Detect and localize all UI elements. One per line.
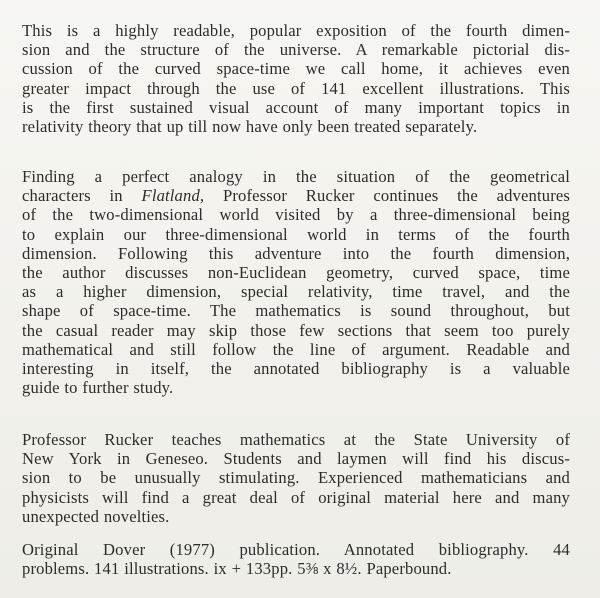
flatland-paragraph [22,167,570,397]
text-line: sion to be unusually stimulating. Experienced mathematicians and [22,468,570,488]
text-line: unexpected novelties. [22,506,170,526]
text-line: problems. 141 illustrations. ix + 133pp. 5⅜ x 8½. Paperbound. [22,559,452,579]
text-line: physicists will find a great deal of original material here and many [22,487,570,507]
text-line: sion and the structure of the universe. A remarkable pictorial dis- [22,40,570,60]
text-line: cussion of the curved space-time we call home, it achieves even [22,59,570,79]
text-line: the casual reader may skip those few sections that seem too purely [22,320,570,340]
author-paragraph [22,430,570,526]
text-line: New York in Geneseo. Students and laymen will find his discus- [22,449,570,469]
text-line: Finding a perfect analogy in the situation of the geometrical [22,167,570,186]
text-line: guide to further study. [22,378,174,398]
description-paragraph [22,21,570,136]
text-line: Original Dover (1977) publication. Annotated bibliography. 44 [22,540,570,559]
text-line: of the two-dimensional world visited by a three-dimensional being [22,205,570,225]
text-line-with-title [22,186,570,205]
publication-info-paragraph [22,540,570,578]
text-line: the author discusses non-Euclidean geometry, curved space, time [22,262,570,282]
book-title-flatland: Flatland, [141,186,205,206]
text-line: interesting in itself, the annotated bibliography is a valuable [22,358,570,378]
text-line: shape of space-time. The mathematics is sound throughout, but [22,301,570,321]
text-line: relativity theory that up till now have only been treated separately. [22,116,478,136]
text-line: Professor Rucker teaches mathematics at the State University of [22,430,570,449]
text-line: greater impact through the use of 141 excellent illustrations. This [22,78,570,98]
text-segment: Professor Rucker continues the adventures [204,186,571,206]
text-line: dimension. Following this adventure into the fourth dimension, [22,243,570,263]
text-line: is the first sustained visual account of many important topics in [22,97,570,117]
text-line: This is a highly readable, popular exposition of the fourth dimen- [22,21,570,40]
text-line: mathematical and still follow the line of argument. Readable and [22,339,570,359]
text-line: to explain our three-dimensional world in terms of the fourth [22,224,570,244]
text-line: as a higher dimension, special relativity, time travel, and the [22,282,570,302]
text-segment: characters in [22,186,142,206]
